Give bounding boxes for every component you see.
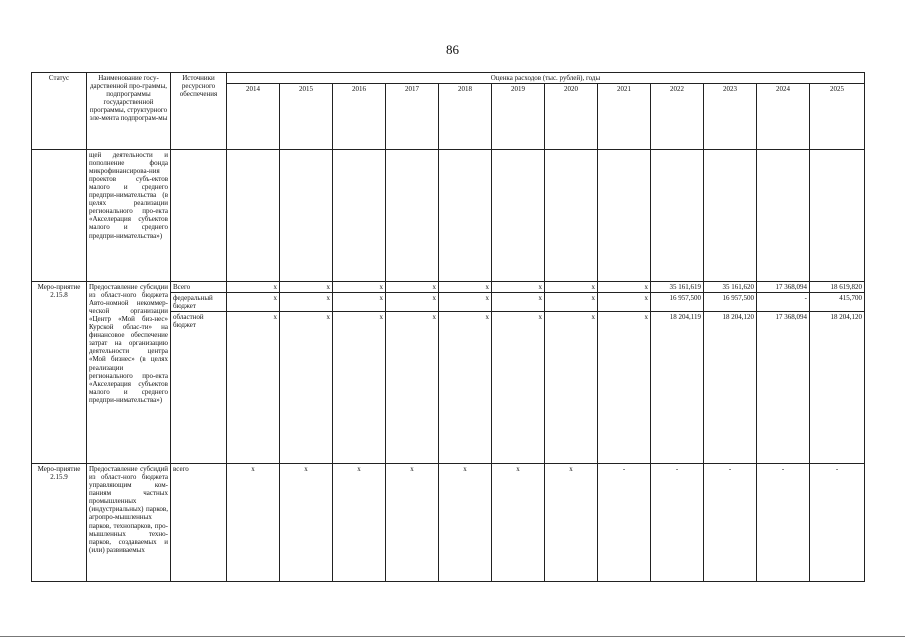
row-source: всего: [171, 464, 227, 582]
row-source: областной бюджет: [171, 312, 227, 464]
value-cell: x: [439, 464, 492, 582]
value-cell: x: [545, 312, 598, 464]
value-cell: x: [333, 464, 386, 582]
header-year-2018: 2018: [439, 84, 492, 150]
value-cell: x: [492, 282, 545, 293]
value-cell: 18 619,820: [810, 282, 865, 293]
value-cell: x: [545, 464, 598, 582]
value-cell: x: [333, 293, 386, 312]
row-status: [32, 150, 87, 282]
row-name: Предоставление субсидий из област-ного бюджета управляющим ком-паниям частных промышленных (индустриальных) парков, агропро-мышленных парков, технопарков, про-мышленных техно-парков, создаваемых и (или) развиваемых: [87, 464, 171, 582]
page-number: 86: [446, 42, 459, 57]
value-cell: x: [227, 312, 280, 464]
header-estimate: Оценка расходов (тыс. рублей), годы: [227, 73, 865, 84]
value-cell: x: [386, 293, 439, 312]
value-cell: x: [598, 282, 651, 293]
value-cell: x: [280, 464, 333, 582]
header-year-2016: 2016: [333, 84, 386, 150]
value-cell: x: [492, 464, 545, 582]
value-cell: -: [704, 464, 757, 582]
header-year-2023: 2023: [704, 84, 757, 150]
value-cell: -: [757, 293, 810, 312]
header-year-2014: 2014: [227, 84, 280, 150]
value-cell: x: [280, 293, 333, 312]
header-year-2025: 2025: [810, 84, 865, 150]
header-year-2019: 2019: [492, 84, 545, 150]
header-name: Наименование госу-дарственной про-граммы, подпрограммы государственной программы, структурного эле-мента подпрограм-мы: [87, 73, 171, 150]
header-year-2015: 2015: [280, 84, 333, 150]
row-source: федеральный бюджет: [171, 293, 227, 312]
row-status: Меро-приятие 2.15.8: [32, 282, 87, 464]
page-bottom-rule: [0, 636, 905, 637]
value-cell: x: [227, 282, 280, 293]
value-cell: x: [227, 293, 280, 312]
value-cell: -: [757, 464, 810, 582]
value-cell: 18 204,119: [651, 312, 704, 464]
header-year-2022: 2022: [651, 84, 704, 150]
value-cell: x: [439, 293, 492, 312]
value-cell: 17 368,094: [757, 312, 810, 464]
header-year-2021: 2021: [598, 84, 651, 150]
table-row: [32, 282, 865, 293]
value-cell: x: [333, 312, 386, 464]
value-cell: 35 161,619: [651, 282, 704, 293]
header-status: Статус: [32, 73, 87, 150]
table-row: [32, 150, 865, 282]
value-cell: 18 204,120: [810, 312, 865, 464]
value-cell: 18 204,120: [704, 312, 757, 464]
row-source: Всего: [171, 282, 227, 293]
value-cell: -: [810, 464, 865, 582]
value-cell: 17 368,094: [757, 282, 810, 293]
value-cell: x: [439, 282, 492, 293]
row-name: Предоставление субсидии из област-ного бюджета Авто-номной некоммер-ческой организации «Центр «Мой биз-нес» Курской облас-ти» на финансовое обеспечение затрат на организацию деятельности центра «Мой бизнес» (в целях реализации регионального про-екта «Акселерация субъектов малого и среднего предпри-нимательства»): [87, 282, 171, 464]
value-cell: x: [227, 464, 280, 582]
row-status: Меро-приятие 2.15.9: [32, 464, 87, 582]
header-year-2024: 2024: [757, 84, 810, 150]
value-cell: x: [280, 282, 333, 293]
budget-table: [31, 72, 865, 582]
value-cell: x: [545, 282, 598, 293]
value-cell: -: [598, 464, 651, 582]
value-cell: 415,700: [810, 293, 865, 312]
header-source: Источники ресурсного обеспечения: [171, 73, 227, 150]
table-row: [32, 464, 865, 582]
value-cell: x: [333, 282, 386, 293]
value-cell: x: [492, 293, 545, 312]
header-year-2020: 2020: [545, 84, 598, 150]
value-cell: x: [598, 312, 651, 464]
value-cell: x: [439, 312, 492, 464]
value-cell: 16 957,500: [704, 293, 757, 312]
value-cell: 35 161,620: [704, 282, 757, 293]
header-year-2017: 2017: [386, 84, 439, 150]
value-cell: x: [386, 312, 439, 464]
value-cell: x: [598, 293, 651, 312]
header-row-1: [32, 73, 865, 84]
value-cell: x: [386, 464, 439, 582]
value-cell: -: [651, 464, 704, 582]
value-cell: x: [386, 282, 439, 293]
value-cell: 16 957,500: [651, 293, 704, 312]
value-cell: x: [545, 293, 598, 312]
value-cell: x: [280, 312, 333, 464]
value-cell: x: [492, 312, 545, 464]
row-name: щей деятельности и пополнение фонда микрофинансирова-ния проектов субъ-ектов малого и среднего предпри-нимательства (в целях реализации регионального про-екта «Акселерация субъектов малого и среднего предпри-нимательства»): [87, 150, 171, 282]
